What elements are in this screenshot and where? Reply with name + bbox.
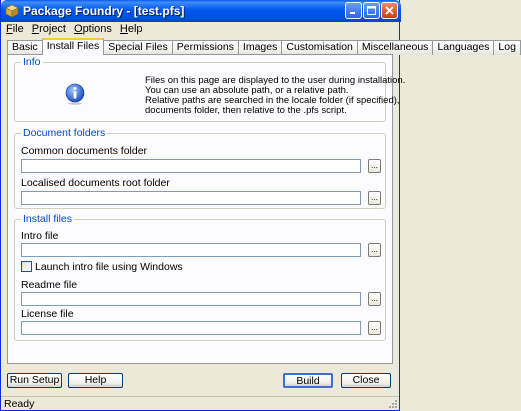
license-file-browse-button[interactable]: ... [368,321,381,335]
common-docs-browse-button[interactable]: ... [368,159,381,173]
info-group [14,56,406,122]
menu-help-label: elp [127,23,143,35]
install-files-title: Install files [23,213,73,225]
run-setup-button[interactable]: Run Setup [7,373,62,388]
document-folders-group [14,127,386,209]
info-line: Files on this page are displayed to the user during installation. [145,75,406,86]
launch-intro-checkbox[interactable] [21,261,32,272]
close-icon [385,6,394,15]
menu-file-key: F [6,23,13,35]
menu-options-label: ptions [82,23,112,35]
help-button[interactable]: Help [68,373,123,388]
menu-project-label: roject [39,23,66,35]
tab-permissions[interactable]: Permissions [172,40,239,55]
license-file-label: License file [21,308,74,320]
tab-special-files[interactable]: Special Files [103,40,173,55]
maximize-icon [367,6,376,15]
tab-install-files[interactable]: Install Files [42,38,105,55]
menu-file-label: ile [12,23,24,35]
intro-file-browse-button[interactable]: ... [368,243,381,257]
menu-file[interactable] [2,22,28,36]
info-text [145,75,406,116]
license-file-input[interactable] [21,321,361,335]
close-button[interactable]: Close [341,373,391,388]
info-line: Relative paths are searched in the locale folder (if specified), [145,95,400,106]
build-button[interactable]: Build [283,373,333,388]
resize-grip-icon[interactable] [387,398,398,409]
launch-intro-label: Launch intro file using Windows [35,261,183,273]
readme-file-browse-button[interactable]: ... [368,292,381,306]
install-files-group [14,213,386,341]
menu-project-key: P [31,23,40,35]
tab-basic[interactable]: Basic [7,40,43,55]
info-line: documents folder, then relative to the .pfs script. [145,105,347,116]
tab-miscellaneous[interactable]: Miscellaneous [357,40,434,55]
readme-file-label: Readme file [21,279,78,291]
install-files-panel [7,54,406,364]
package-icon [5,4,19,18]
info-line: You can use an absolute path, or a relative path. [145,85,349,96]
title-bar[interactable] [1,0,401,22]
localised-docs-input[interactable] [21,191,361,205]
tab-strip [7,40,520,55]
tab-images[interactable]: Images [238,40,282,55]
tab-log[interactable]: Log [493,40,521,55]
close-window-button[interactable] [381,2,398,19]
readme-file-input[interactable] [21,292,361,306]
menu-bar [2,22,400,36]
tab-languages[interactable]: Languages [432,40,494,55]
info-icon [64,83,86,105]
minimize-button[interactable] [345,2,362,19]
document-folders-title: Document folders [23,127,106,139]
menu-help-key: H [119,23,128,35]
intro-file-label: Intro file [21,230,59,242]
menu-project[interactable] [28,22,70,36]
localised-docs-label: Localised documents root folder [21,177,170,189]
info-group-title: Info [23,56,41,68]
status-bar [1,396,399,410]
common-docs-label: Common documents folder [21,145,148,157]
intro-file-input[interactable] [21,243,361,257]
minimize-icon [349,6,358,15]
tab-customisation[interactable]: Customisation [281,40,358,55]
menu-options-key: O [74,23,83,35]
common-docs-input[interactable] [21,159,361,173]
maximize-button[interactable] [363,2,380,19]
menu-options[interactable] [70,22,116,36]
window-title: Package Foundry - [test.pfs] [23,4,185,18]
localised-docs-browse-button[interactable]: ... [368,191,381,205]
menu-help[interactable] [116,22,147,36]
status-text: Ready [4,398,35,410]
